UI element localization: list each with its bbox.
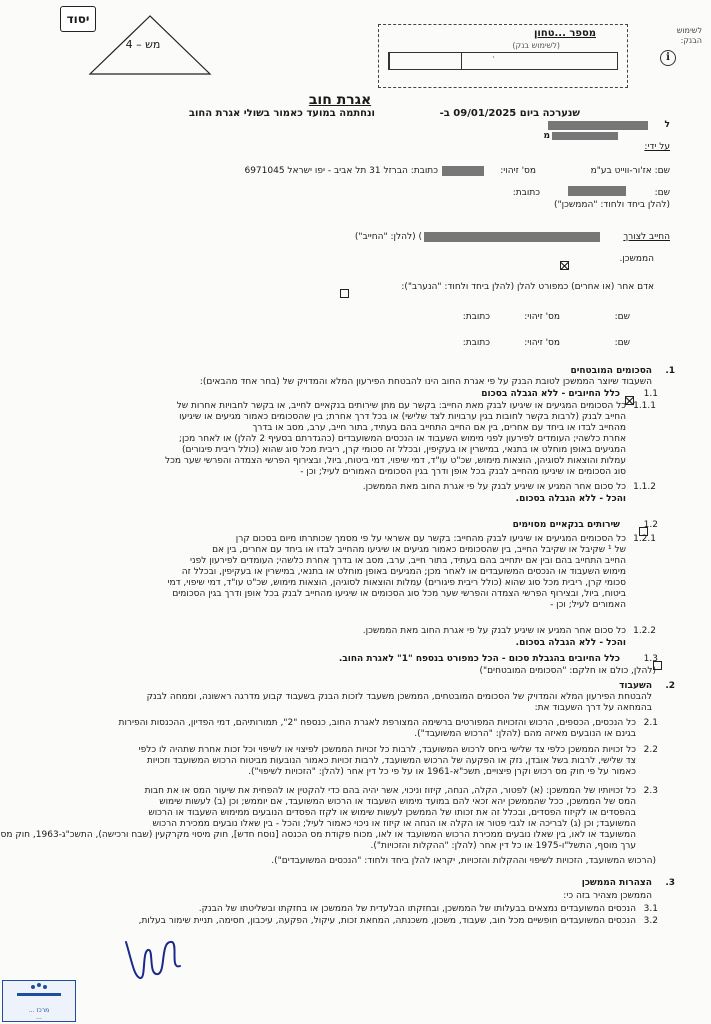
s2-number: 2.: [665, 681, 675, 691]
redacted-block: [568, 186, 626, 196]
s1-2-1-number: 1.2.1: [633, 534, 656, 544]
party2-note: (להלן ביחד ולחוד: "הממשכן"): [554, 200, 670, 210]
s1-1-2-limit: והכל - ללא הגבלה בסכום.: [515, 494, 626, 504]
paragraph-line: צד שלישי, לרבות בשל אובדן, נזק או הפקעה של הרכוש המשועבד, לרבות זכויות כאמור הנובעות מביטוח הרכוש המשועבד וזכויות: [146, 756, 636, 766]
paragraph-line: אחרת כלשהי; העומדים לפירעון לפני מימוש השעבוד או הנכסים המשועבדים (כהגדרתם בסעיף 2 להלן) או לאחר מכן;: [178, 434, 626, 444]
title-line-1: שנערכה ביום 09/01/2025 ב-: [439, 108, 580, 119]
guarantor2-addr: כתובת:: [462, 338, 490, 348]
party1-name: שם: אז'ור-ווייט בע"מ: [590, 166, 670, 176]
s1-2-2-text: כל סכום אחר המגיע או שיגיע לבנק על פי אגרת החוב מאת הממשכן.: [362, 626, 626, 636]
footer-logo-mark: [3, 981, 75, 1003]
security-number-cell[interactable]: [525, 53, 617, 69]
s3-1-number: 3.1: [643, 904, 658, 914]
by-label: על ידי:: [644, 142, 670, 152]
guarantor1-id: מס' זיהוי:: [524, 312, 560, 322]
paragraph-line: המגיעים באופן מוחלט או בתנאי, במישרין או בעקיפין, ובכלל זה סכומי קרן, ריבית מכל סוג שהוא (כולל ריבית פיגורים): [181, 445, 626, 455]
redacted-block: [548, 121, 648, 130]
s1-intro: השעבוד שיוצר הממשכן לטובת הבנק על פי אגרת החוב הינו להבטחת הפירעון המלא והמדויק של (בחר אחד מהבאים):: [199, 377, 652, 387]
redacted-block: [424, 232, 600, 242]
s1-1-number: 1.1: [643, 389, 658, 399]
stamp-label: יסוד: [66, 12, 90, 26]
security-number-title: מספר ...טחון: [533, 28, 596, 39]
s2-1-number: 2.1: [643, 718, 658, 728]
paragraph-line: בהמחאה על דרך השעבוד את:: [534, 703, 652, 713]
guarantor1-addr: כתובת:: [462, 312, 490, 322]
paragraph-line: להבטחת הפירעון המלא והמדויק של הסכומים המובטחים, הממשכן משעבד לזכות הבנק בשעבוד קבוע מדרגה ראשונה, וממחה לבנק: [146, 692, 652, 702]
page-title: אגרת חוב: [308, 92, 372, 108]
security-number-cell[interactable]: ·: [461, 53, 526, 69]
paragraph-line: בהפסדים או לקיזוז הפסדים, ובכלל זה את זכותו של הממשכן לעשות שימוש או לקזז הפסדים הנובעים ממימוש השעבוד או הרכוש: [148, 808, 636, 818]
s1-2-number: 1.2: [643, 520, 658, 530]
s1-1-2-number: 1.1.2: [633, 482, 656, 492]
guarantor1-name: שם:: [614, 312, 630, 322]
redacted-block: [552, 132, 618, 140]
s3-1-text: הנכסים המשועבדים נמצאים בבעלותו של הממשכן, ובחזקתו הבלעדית של הממשכן או בחזקתו ובשליטתו של הבנק.: [198, 904, 636, 914]
paragraph-line: ערך מוסף, התשל"ו-1975 או כל דין אחר (להלן: "ההקלות והזכויות").: [370, 841, 636, 851]
bank-use-label-1: לשימוש: [676, 26, 702, 35]
s3-title: הצהרות הממשכן: [581, 878, 652, 888]
paragraph-line: מהחייב לבדו או ביחד עם אחרים, בין אם החייב התחייב בהם בעתיד, בתור חייב, ערב, מסב או בדרך: [252, 423, 626, 433]
paragraph-line: מימוש השעבוד או הנכסים המשועבדים או לאחר מכן; המגיעים באופן מוחלט או בתנאי, במישרין או בעקיפין, ובכלל זה: [181, 567, 626, 577]
paragraph-line: המשועבד או לאו, בין שאלו נובעים ממכירת הרכוש המשועבד או לאו, מכוח פקודת מס הכנסה [נוסח חדש], חוק מיסוי מקרקעין (שבח ורכישה), התשכ"ג-1963, חוק מס: [0, 830, 636, 840]
s1-2-title: שירותים בנקאיים מסוימים: [512, 520, 620, 530]
paragraph-line: כל הנכסים, הכספים, הרכוש והזכויות המפורטים ברשימה המצורפת לאגרת החוב, כנספח "2", תמורותיהם, דמי הפדיון, ההכנסות והפירות: [118, 718, 636, 728]
paragraph-line: סוג הסכומים או שיגיעו מהחייב לבנק בכל אופן ודרך בגין הסכומים האמורים לעיל; וכן -: [300, 467, 626, 477]
paragraph-line: כאמור על פי חוק מס רכוש וקרן פיצויים, תשכ"א-1961 או על פי כל דין אחר (להלן: "הזכויות לשיפוי").: [248, 767, 636, 777]
redacted-block: [442, 166, 484, 176]
signature-image: [118, 932, 198, 984]
bank-use-label-2: הבנק:: [680, 36, 702, 45]
paragraph-line: המס של הממשכן, ככל שהממשכן יהא זכאי להם במועד מימוש השעבוד או הרכוש המשועבד, אם יוממש; וכן (ב) לעשות שימוש: [159, 797, 636, 807]
s2-1-text: [74, 718, 636, 740]
paragraph-line: כל הסכומים המגיעים או שיגיעו לבנק מהחייב: בקשר עם אשראי על פי מסמך שכותרתו מיום בסכום קרן: [235, 534, 626, 544]
option-other-label: אדם אחר (או אחרים) כמפורט להלן (להלן ביחד ולחוד: "הנערב"):: [401, 282, 654, 292]
party2-name: שם:: [654, 188, 670, 198]
s1-2-2-limit: והכל - ללא הגבלה בסכום.: [515, 638, 626, 648]
guarantor2-id: מס' זיהוי:: [524, 338, 560, 348]
party2-addr: כתובת:: [512, 188, 540, 198]
s1-title: הסכומים המובטחים: [570, 366, 652, 376]
footer-logo: [2, 980, 76, 1022]
guarantor2-name: שם:: [614, 338, 630, 348]
s2-intro: [74, 692, 652, 714]
info-icon[interactable]: i: [660, 50, 676, 66]
option-mortgagor[interactable]: [560, 254, 670, 266]
party1-addr: כתובת: הברזל 31 תל אביב - יפו ישראל 6971045: [244, 166, 438, 176]
security-number-subtitle: (לשימוש בנק): [512, 41, 560, 50]
s2-2-text: [74, 745, 636, 778]
form-code-label: מש – 4: [125, 38, 161, 51]
paragraph-line: כל זכויות הממשכן כלפי צד שלישי ביחס לרכוש המשועבד, לרבות כל זכויות הממשכן לפיצוי או לשיפוי וכל זכות אחרת שתהיה לו כלפי: [138, 745, 636, 755]
footer-logo-text-1: מרכז ...: [28, 1007, 50, 1014]
paragraph-line: החייב לבנק (לרבות בקשר לחובות בגין ערבויות לצד שלישי) או בכל דרך אחרת; בין שהסכומים כאמור מגיעים או שיגיעו: [179, 412, 626, 422]
s1-1-1-number: 1.1.1: [633, 401, 656, 411]
security-number-cells: [388, 52, 618, 70]
s1-2-1-text: [74, 534, 626, 611]
s1-1-2-text: כל סכום אחר המגיע או שיגיע לבנק על פי אגרת החוב מאת הממשכן.: [362, 482, 626, 492]
paragraph-line: בגינם או הנובעים מאיזה מהם (להלן: "הרכוש המשועבד").: [414, 729, 636, 739]
option-other[interactable]: [340, 282, 670, 294]
s2-title: השעבוד: [619, 681, 652, 691]
s2-2-number: 2.2: [643, 745, 658, 755]
option-mortgagor-checkbox[interactable]: [560, 261, 569, 270]
letter-m: מ: [543, 131, 550, 141]
party1-id: מס' זיהוי:: [500, 166, 536, 176]
debtor-prefix: החייב לצורך: [623, 232, 670, 242]
to-label: ל: [664, 120, 670, 130]
paragraph-line: של ¹ שקיבל או שקיבל החייב, בין שהסכומים כאמור מגיעים או שיגיעו מהחייב לבדו או ביחד עם אחרים, בין אם: [212, 545, 626, 555]
s2-3-text: [0, 786, 636, 852]
debtor-suffix: ) (להלן: "החייב"): [354, 232, 422, 242]
s1-1-title: כלל החיובים - ללא הגבלה בסכום: [481, 389, 620, 399]
paragraph-line: כל זכויותיו של הממשכן: (א) לפטור, הקלה, הנחה, קיזוז וניכוי, אשר יהיה בהם כדי להקטין או להפחית את שיעור המס או את חבות: [144, 786, 636, 796]
s3-2-text: הנכסים המשועבדים חופשיים מכל חוב, שעבוד, משכון, משכנתה, המחאת זכות, עיקול, הפקעה, עיכבון, חסימה, תניית שימור בעלות,: [138, 916, 636, 926]
paragraph-line: האמורים לעיל; וכן -: [550, 600, 626, 610]
bank-use-label: [640, 26, 702, 46]
s1-3-title: כלל החיובים בהגבלת סכום - הכל כמפורט בנספח "1" לאגרת החוב.: [338, 654, 620, 664]
paragraph-line: החייב התחייב בהם ובין אם יתחייב בהם בעתיד, בתור חייב, ערב, מסב או בדרך אחרת כלשהי; העומדים לפירעון לפני: [190, 556, 626, 566]
security-number-cell[interactable]: [389, 53, 461, 69]
s1-3-number: 1.3: [643, 654, 658, 664]
paragraph-line: ביטוח, ביול, ובצירוף הפרשי הצמדה והפרשי שער מכל סוג הסכומים או שיגיעו מהחייב לבנק בכל אופן ודרך בגין הסכומים: [172, 589, 626, 599]
title-line-2: ונחתמה במועד כאמור בשולי אגרת החוב: [188, 108, 375, 119]
s3-2-number: 3.2: [643, 916, 658, 926]
paragraph-line: סכומי קרן, ריבית מכל סוג שהוא (כולל ריבית פיגורים) עמלות והוצאות לסוגיהן, הוצאות מימוש, שכ"ט עו"ד, דמי שיפוי, דמי: [167, 578, 626, 588]
option-mortgagor-label: הממשכן.: [619, 254, 654, 264]
s1-3-note: (להלן, כולם או חלקם: "הסכומים המובטחים"): [479, 666, 656, 676]
s2-3-number: 2.3: [643, 786, 658, 796]
s1-number: 1.: [665, 366, 675, 376]
s3-number: 3.: [665, 878, 675, 888]
s3-intro: הממשכן מצהיר בזה כי:: [563, 891, 652, 901]
s1-1-1-text: [74, 401, 626, 478]
paragraph-line: המשועבד; וכן (ג) לבריכה או לגבי פטור או הקלה או הנחה או קיזוז או ניכוי כאמור לעיל; והכל - בין שאלו נובעים ממכירת הרכוש: [152, 819, 636, 829]
footer-logo-text-2: ...: [36, 1014, 42, 1021]
paragraph-line: כל הסכומים המגיעים או שיגיעו לבנק מאת החייב: בקשר עם מתן שירותים בנקאיים לחייב, או בקשר לחבויות אחרות של: [176, 401, 626, 411]
paragraph-line: עמלות והוצאות לסוגיהן, הוצאות מימוש, שכ"ט עו"ד, דמי שיפוי, דמי ביטוח, ביול, ובצירוף הפרשי הצמדה והפרשי שער מכל: [165, 456, 626, 466]
s1-2-2-number: 1.2.2: [633, 626, 656, 636]
s2-3-note: (הרכוש המשועבד, הזכויות לשיפוי וההקלות והזכויות, יקראו להלן ביחד ולחוד: "הנכסים המשועבדים").: [271, 856, 656, 866]
